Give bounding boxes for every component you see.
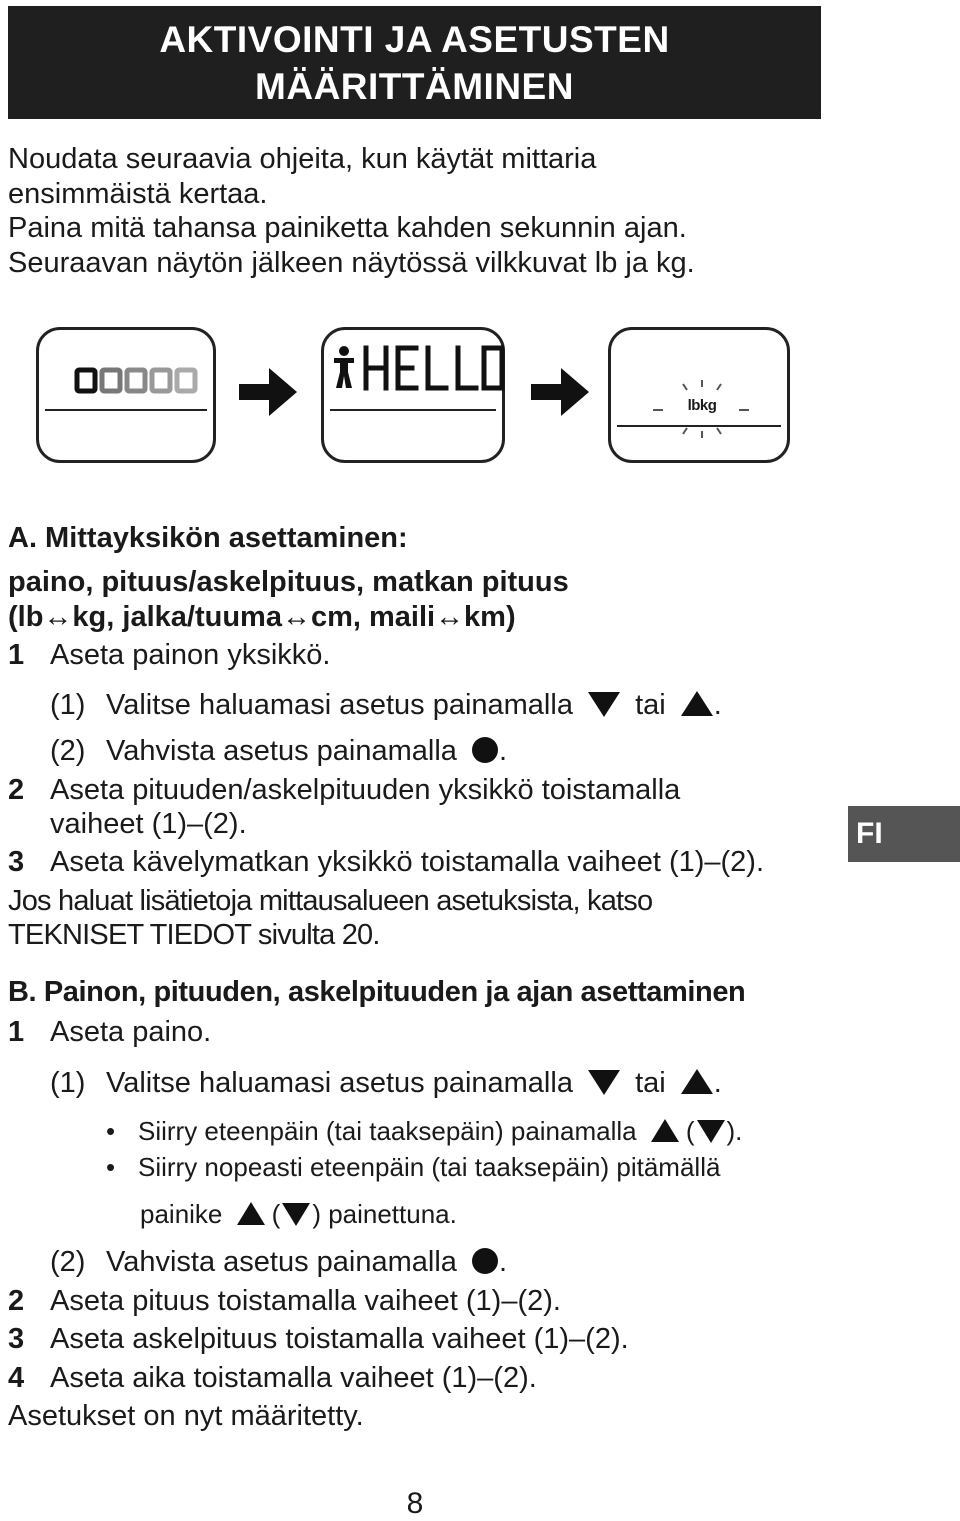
step-text: Aseta pituus toistamalla vaiheet (1)–(2). <box>50 1285 561 1317</box>
period: . <box>498 735 508 767</box>
step-number: 3 <box>8 1323 25 1355</box>
substep-number: (1) <box>50 1067 86 1099</box>
bullet-text: painike <box>140 1199 223 1229</box>
period: . <box>713 1067 722 1099</box>
page-title <box>8 6 821 119</box>
step-b3 <box>8 1322 629 1356</box>
intro-line: Noudata seuraavia ohjeita, kun käytät mittaria <box>8 143 597 175</box>
intro-line: ensimmäistä kertaa. <box>8 177 268 210</box>
period: . <box>713 689 722 721</box>
step-number: 4 <box>8 1362 25 1394</box>
intro-line: Paina mitä tahansa painiketta kahden sekunnin ajan. <box>8 212 687 244</box>
down-triangle-icon <box>281 1201 311 1227</box>
step-text: Aseta paino. <box>50 1016 212 1048</box>
right-arrow-icon <box>529 364 591 420</box>
step-number: 1 <box>8 1016 25 1048</box>
substep-number: (2) <box>50 735 86 767</box>
step-number: 2 <box>8 774 25 806</box>
completion-text: Asetukset on nyt määritetty. <box>8 1400 364 1432</box>
substep-number: (2) <box>50 1246 86 1278</box>
step-b2 <box>8 1284 561 1318</box>
display-divider <box>617 425 781 427</box>
or-text: tai <box>635 1067 666 1099</box>
substep-number: (1) <box>50 689 86 721</box>
section-a-subtitle: paino, pituus/askelpituus, matkan pituus <box>8 566 569 598</box>
bullet-2-cont <box>140 1197 457 1231</box>
display-hello <box>321 327 505 463</box>
note-line-1: Jos haluat lisätietoja mittausalueen asetuksista, katso <box>8 885 653 917</box>
hello-graphic <box>324 330 508 466</box>
step-a2-cont: vaiheet (1)–(2). <box>50 808 247 840</box>
display-divider <box>45 409 207 411</box>
step-number: 2 <box>8 1285 25 1317</box>
step-text: Aseta aika toistamalla vaiheet (1)–(2). <box>50 1362 537 1394</box>
down-triangle-icon <box>696 1118 726 1144</box>
up-triangle-icon <box>236 1201 266 1227</box>
up-triangle-icon <box>650 1118 680 1144</box>
set-button-dot-icon <box>471 736 499 764</box>
substep-text: Valitse haluamasi asetus painamalla <box>106 689 573 721</box>
title-line-1: AKTIVOINTI JA ASETUSTEN <box>159 18 670 60</box>
bullet-mark: • <box>106 1152 116 1182</box>
step-a1-2 <box>50 734 507 768</box>
up-triangle-icon <box>680 690 714 718</box>
step-a3 <box>8 845 764 879</box>
bracket-open: ( <box>271 1199 281 1229</box>
substep-text: Valitse haluamasi asetus painamalla <box>106 1067 573 1099</box>
section-a-title: A. Mittayksikön asettaminen: <box>8 522 408 554</box>
bracket-open: ( <box>685 1116 695 1146</box>
substep-text: Vahvista asetus painamalla <box>106 735 457 767</box>
step-text: Aseta askelpituus toistamalla vaiheet (1)–(2). <box>50 1323 629 1355</box>
step-a1 <box>8 638 330 672</box>
step-b4 <box>8 1361 537 1395</box>
step-b1-1 <box>50 1066 722 1100</box>
title-line-2: MÄÄRITTÄMINEN <box>255 65 574 107</box>
step-text: Aseta pituuden/askelpituuden yksikkö toistamalla <box>50 774 681 806</box>
bullet-1 <box>106 1114 742 1148</box>
intro-line: Seuraavan näytön jälkeen näytössä vilkkuvat lb ja kg. <box>8 246 695 279</box>
step-b1 <box>8 1015 211 1049</box>
period: . <box>498 1246 508 1278</box>
set-button-dot-icon <box>471 1247 499 1275</box>
section-b-title: B. Painon, pituuden, askelpituuden ja ajan asettaminen <box>8 976 746 1008</box>
display-divider <box>330 409 496 411</box>
section-a-units: (lb↔kg, jalka/tuuma↔cm, maili↔km) <box>8 601 516 633</box>
bullet-mark: • <box>106 1116 116 1146</box>
substep-text: Vahvista asetus painamalla <box>106 1246 457 1278</box>
bracket-close: ) painettuna. <box>312 1199 457 1229</box>
unit-label: lbkg <box>687 397 717 414</box>
page-number: 8 <box>406 1487 424 1520</box>
language-tab: FI <box>848 806 960 862</box>
right-arrow-icon <box>237 364 299 420</box>
down-triangle-icon <box>587 1068 621 1096</box>
display-digits-graphic <box>39 330 219 466</box>
step-text: Aseta painon yksikkö. <box>50 639 331 671</box>
person-icon <box>334 346 354 388</box>
step-a1-1 <box>50 688 722 722</box>
bullet-2 <box>106 1150 720 1184</box>
step-number: 1 <box>8 639 25 671</box>
down-triangle-icon <box>587 690 621 718</box>
display-units-flashing <box>608 327 790 463</box>
step-b1-2 <box>50 1245 507 1279</box>
step-a2 <box>8 773 680 807</box>
display-initial <box>36 327 216 463</box>
bullet-text: Siirry nopeasti eteenpäin (tai taaksepäin) pitämällä <box>138 1152 721 1182</box>
or-text: tai <box>635 689 666 721</box>
bullet-text: Siirry eteenpäin (tai taaksepäin) painamalla <box>138 1116 637 1146</box>
up-triangle-icon <box>680 1068 714 1096</box>
bracket-close: ). <box>726 1116 743 1146</box>
step-number: 3 <box>8 846 25 878</box>
note-line-2: TEKNISET TIEDOT sivulta 20. <box>8 919 380 951</box>
intro-paragraph <box>8 142 828 280</box>
step-text: Aseta kävelymatkan yksikkö toistamalla vaiheet (1)–(2). <box>50 846 765 878</box>
